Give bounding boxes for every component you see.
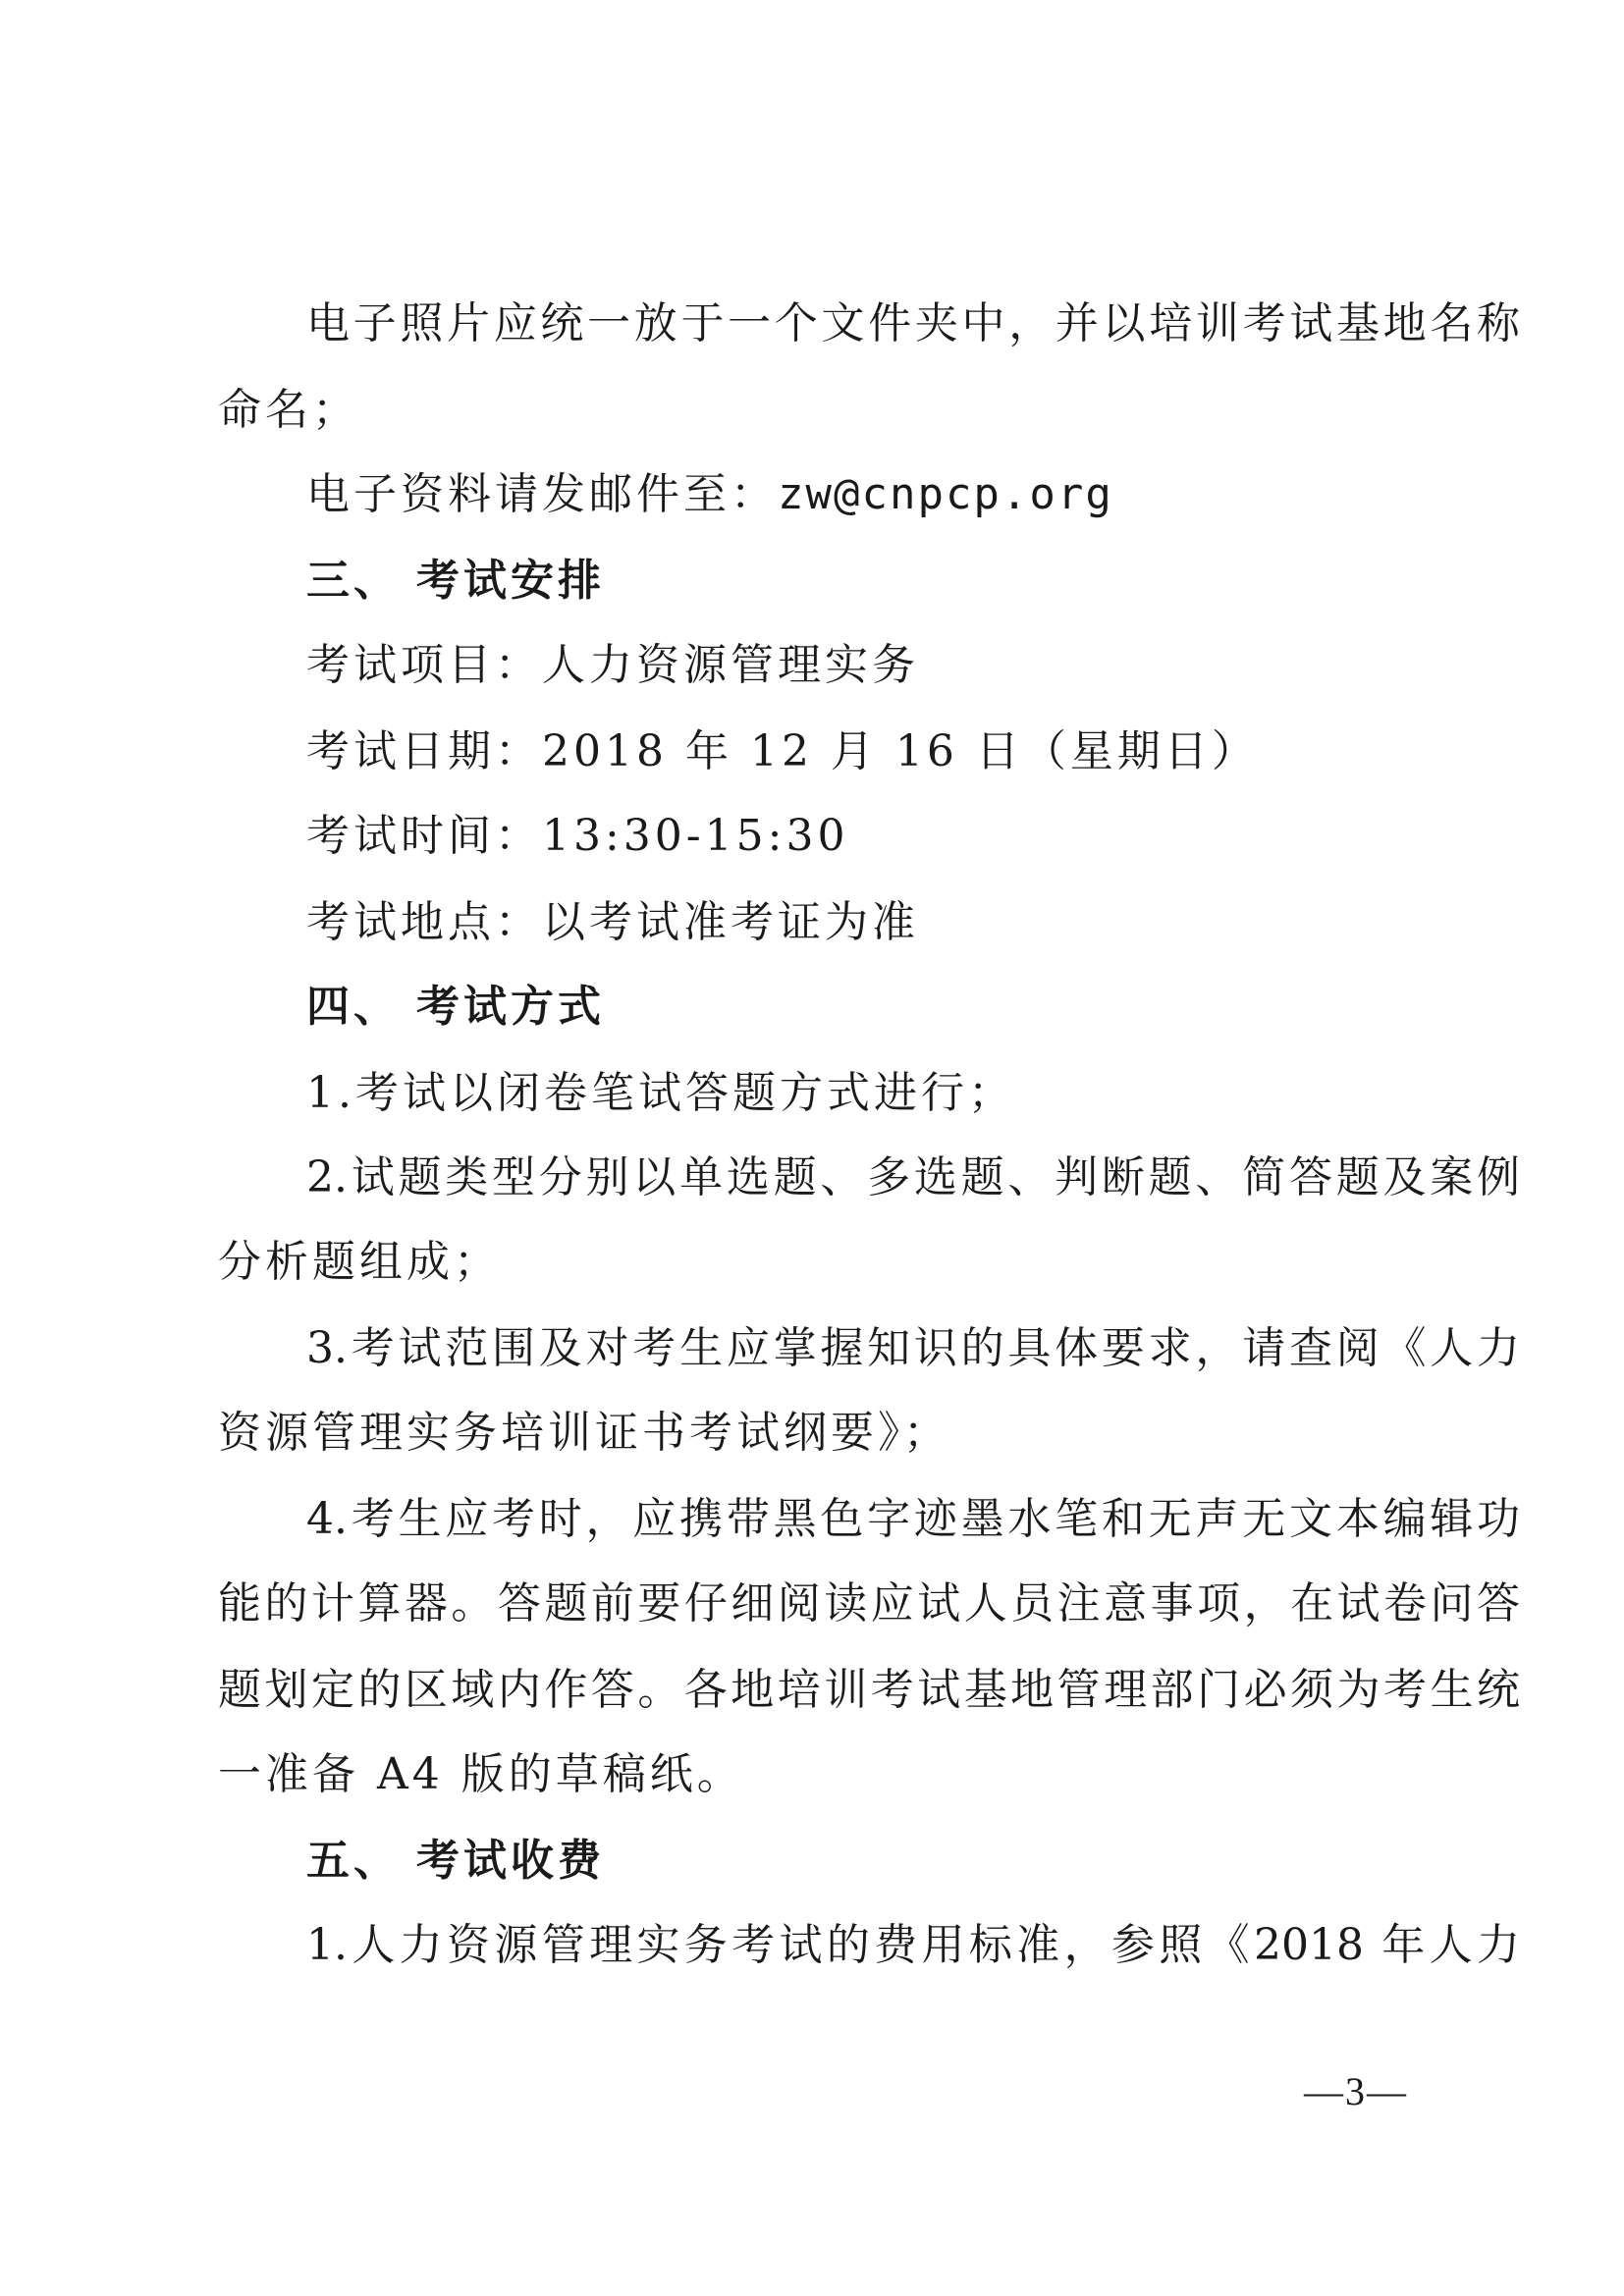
paragraph-line: 命名； [218,385,359,435]
paragraph-line: 电子照片应统一放于一个文件夹中，并以培训考试基地名称 [306,298,1520,348]
list-item: 1.考试以闭卷笔试答题方式进行； [306,1068,1015,1118]
page-number: —3— [1304,2069,1408,2113]
exam-date: 考试日期：2018 年 12 月 16 日（星期日） [306,726,1259,776]
section-title: 考试收费 [416,1836,605,1886]
exam-time: 考试时间：13:30-15:30 [306,811,849,861]
email-address: zw@cnpcp.org [778,469,1113,519]
list-item-continuation: 分析题组成； [218,1237,501,1287]
email-line [306,465,1113,524]
section-title: 考试安排 [416,556,605,606]
exam-location: 考试地点：以考试准考证为准 [306,897,919,947]
exam-subject: 考试项目：人力资源管理实务 [306,640,919,690]
section-number: 三、 [306,556,401,606]
list-item-continuation: 资源管理实务培训证书考试纲要》； [218,1408,950,1458]
list-item: 2.试题类型分别以单选题、多选题、判断题、简答题及案例 [306,1152,1520,1202]
list-item-continuation: 能的计算器。答题前要仔细阅读应试人员注意事项，在试卷问答 [218,1578,1520,1629]
list-item: 1.人力资源管理实务考试的费用标准，参照《2018 年人力 [306,1920,1520,1970]
section-heading [306,552,605,611]
list-item-continuation: 题划定的区域内作答。各地培训考试基地管理部门必须为考生统 [218,1665,1520,1715]
list-item: 3.考试范围及对考生应掌握知识的具体要求，请查阅《人力 [306,1323,1520,1373]
section-heading [306,978,605,1037]
section-number: 五、 [306,1836,401,1886]
email-label: 电子资料请发邮件至： [306,469,778,519]
list-item-continuation: 一准备 A4 版的草稿纸。 [218,1749,744,1799]
list-item: 4.考生应考时，应携带黑色字迹墨水笔和无声无文本编辑功 [306,1494,1520,1544]
section-title: 考试方式 [416,982,605,1032]
section-number: 四、 [306,982,401,1032]
section-heading [306,1832,605,1891]
